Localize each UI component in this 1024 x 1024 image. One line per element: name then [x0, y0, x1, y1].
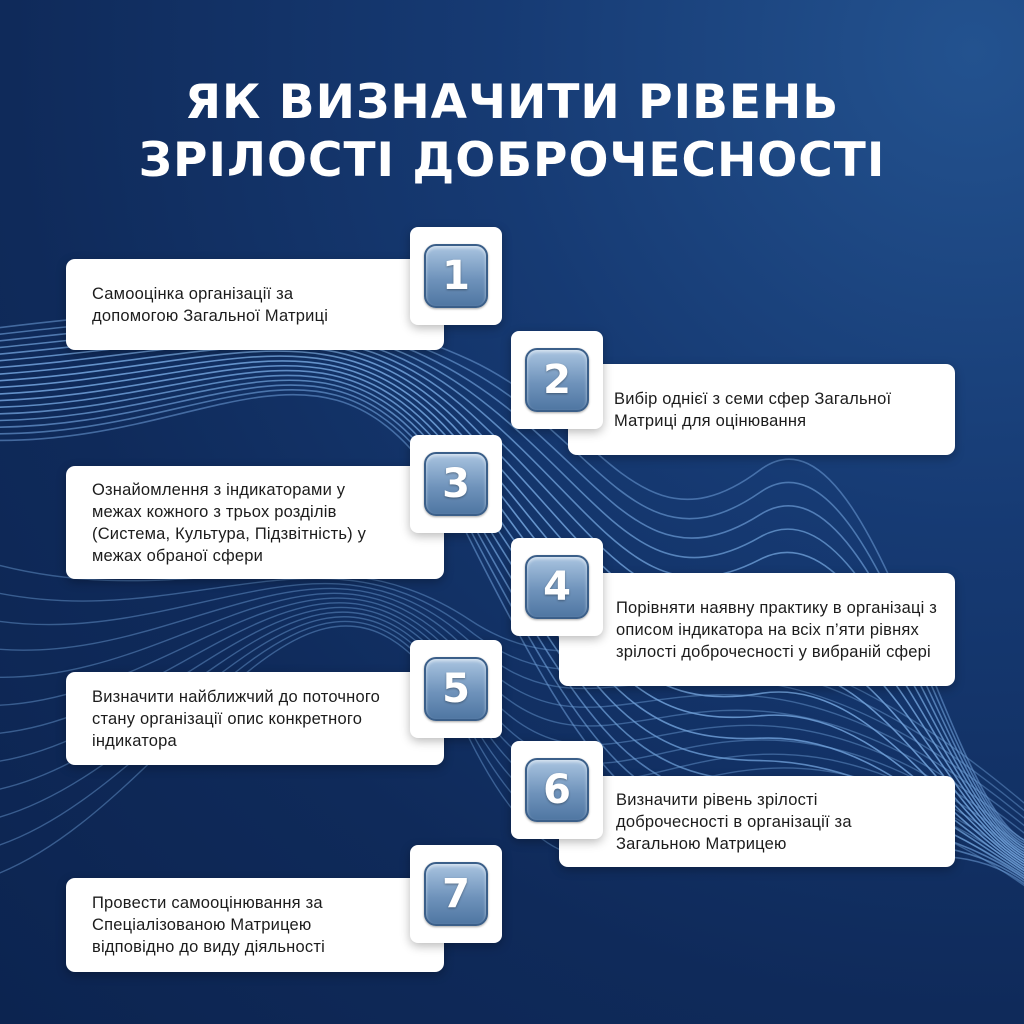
step-6-number-box	[511, 741, 603, 839]
step-1-badge: 1	[424, 244, 488, 308]
step-4-text: Порівняти наявну практику в організаці з описом індикатора на всіх п’яти рівнях зрілості доброчесності у вибраній сфері	[616, 598, 938, 661]
step-3-badge: 3	[424, 452, 488, 516]
step-1-number-box	[410, 227, 502, 325]
step-6-card	[559, 776, 955, 867]
step-5-text: Визначити найближчий до поточного стану організації опис конкретного індикатора	[92, 687, 381, 750]
step-3-text: Ознайомлення з індикаторами у межах кожного з трьох розділів (Система, Культура, Підзвітність) у межах обраної сфери	[92, 480, 367, 565]
title-line-2: ЗРІЛОСТІ ДОБРОЧЕСНОСТІ	[138, 133, 886, 188]
page-title	[0, 74, 1024, 190]
step-4-card	[559, 573, 955, 686]
step-5-badge: 5	[424, 657, 488, 721]
step-3-number-box	[410, 435, 502, 533]
step-7-number-box	[410, 845, 502, 943]
step-4-badge: 4	[525, 555, 589, 619]
title-line-1: ЯК ВИЗНАЧИТИ РІВЕНЬ	[184, 75, 840, 130]
step-4-number-box	[511, 538, 603, 636]
step-7-card	[66, 878, 444, 972]
step-1-card	[66, 259, 444, 350]
step-7-text: Провести самооцінювання за Спеціалізованою Матрицею відповідно до виду діяльності	[92, 894, 325, 956]
step-2-card	[568, 364, 955, 455]
step-6-badge: 6	[525, 758, 589, 822]
step-3-card	[66, 466, 444, 579]
step-5-number-box	[410, 640, 502, 738]
step-5-card	[66, 672, 444, 765]
step-2-number-box	[511, 331, 603, 429]
step-7-badge: 7	[424, 862, 488, 926]
step-6-text: Визначити рівень зрілості доброчесності в організації за Загальною Матрицею	[616, 790, 852, 853]
step-2-badge: 2	[525, 348, 589, 412]
step-1-text: Самооцінка організації за допомогою Загальної Матриці	[92, 284, 329, 325]
step-2-text: Вибір однієї з семи сфер Загальної Матриці для оцінювання	[614, 389, 892, 430]
